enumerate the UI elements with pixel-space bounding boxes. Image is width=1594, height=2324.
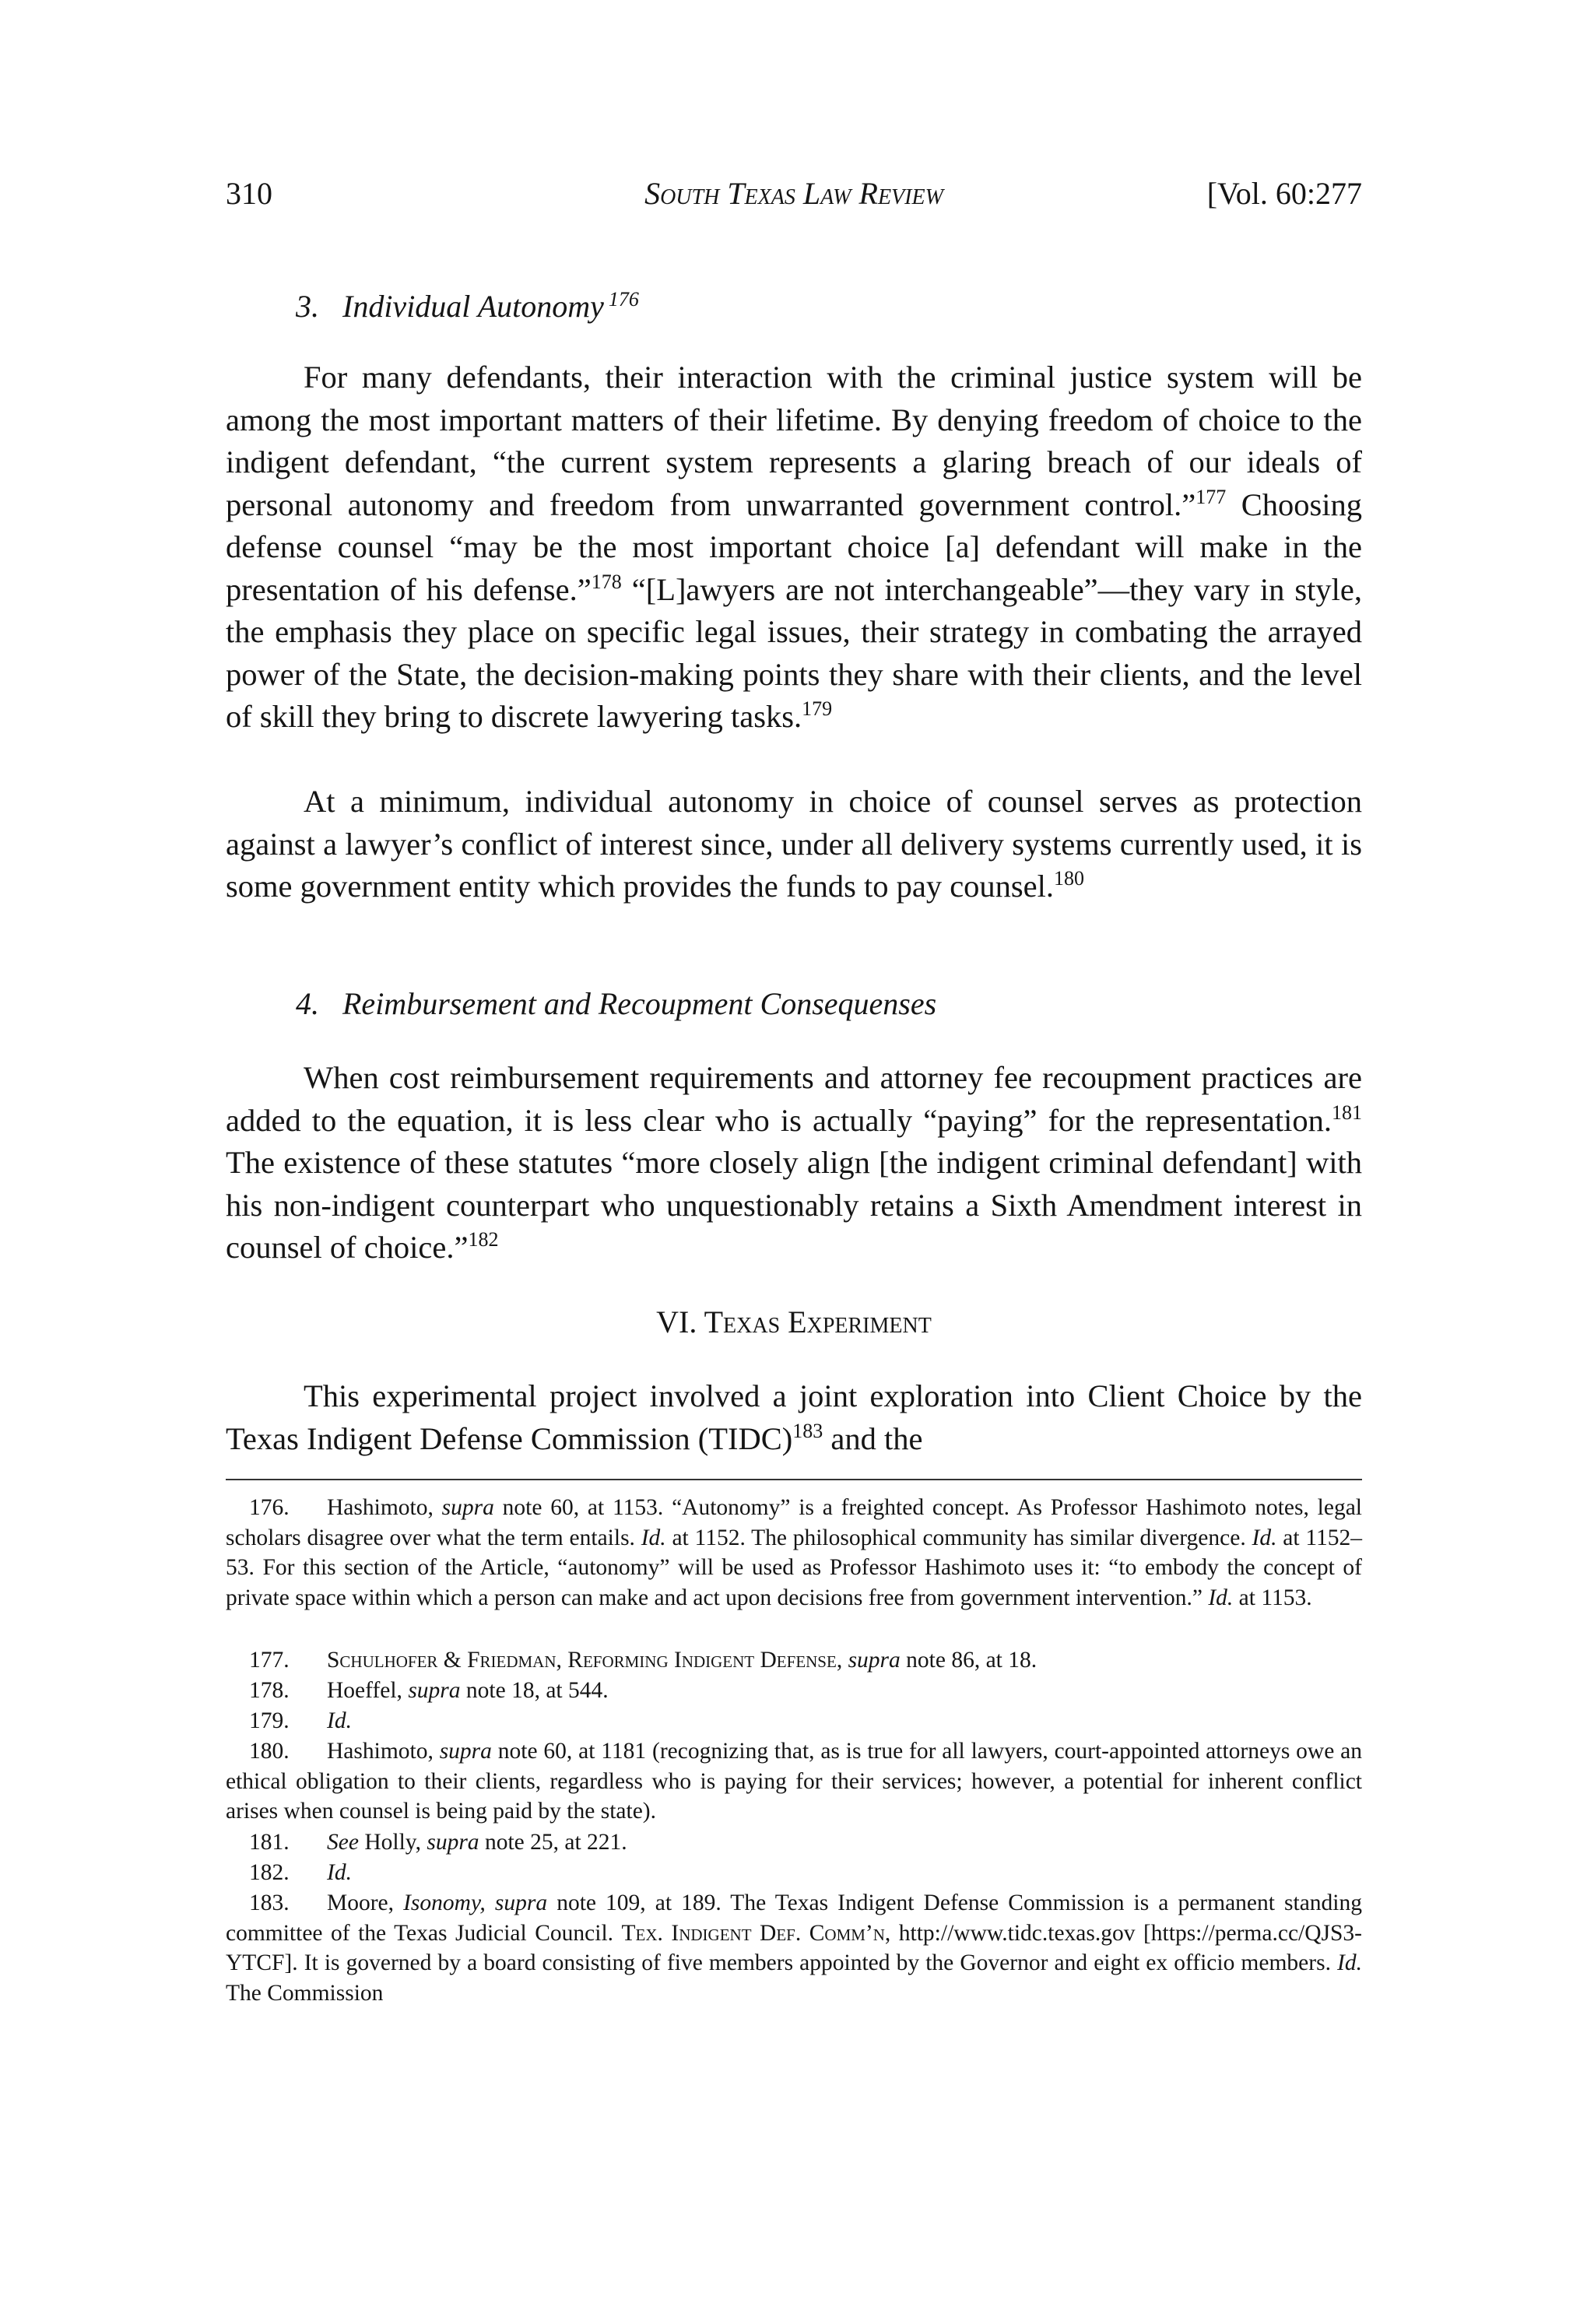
- section-heading: VI. Texas Experiment: [656, 1304, 932, 1339]
- body-paragraph: For many defendants, their interaction with the criminal justice system will be among the most important matters of their lifetime. By denying freedom of choice to the indigent defendant, “the current system represents a glaring breach of our ideals of personal autonomy and freedom from unwarranted government control.”$^{177}$ Choosing defense counsel “may be the most important choice [a] defendant will make in the presentation of his defense.”$^{178}$ “[L]awyers are not interchangeable”—they vary in style, the emphasis they place on specific legal issues, their strategy in combating the arrayed power of the State, the decision-making points they share with their clients, and the level of skill they bring to discrete lawyering tasks.$^{179}$: [226, 360, 1362, 734]
- footnote-divider: [226, 1479, 1362, 1480]
- subsection-title: Individual Autonomy: [342, 289, 604, 324]
- footnote-179: 179. Id.: [249, 1708, 352, 1733]
- page-number: 310: [226, 176, 272, 211]
- footnote-ref[interactable]: 178: [591, 570, 622, 593]
- footnote-ref[interactable]: 182: [468, 1228, 499, 1251]
- body-paragraph: This experimental project involved a joint exploration into Client Choice by the Texas Indigent Defense Commission (TIDC)$^{183}$ and the: [226, 1378, 1362, 1456]
- footnote-182: 182. Id.: [249, 1860, 352, 1885]
- subsection-heading-3: 3. Individual Autonomy $^{176}$: [296, 288, 639, 324]
- running-head: [226, 175, 1362, 222]
- footnote-ref[interactable]: 179: [802, 697, 833, 720]
- body-paragraph: When cost reimbursement requirements and attorney fee recoupment practices are added to the equation, it is less clear who is actually “paying” for the representation.$^{181}$ The existence of these statutes “more closely align [the indigent criminal defendant] with his non-indigent counterpart who unquestionably retains a Sixth Amendment interest in counsel of choice.”$^{182}$: [226, 1060, 1362, 1265]
- subsection-title: Reimbursement and Recoupment Consequenses: [342, 986, 937, 1021]
- footnote-ref[interactable]: 176: [608, 288, 639, 311]
- footnote-ref[interactable]: 181: [1332, 1101, 1362, 1124]
- footnote-180: 180. Hashimoto, supra note 60, at 1181 (recognizing that, as is true for all lawyers, court-appointed attorneys owe an ethical obligation to their clients, regardless who is paying for their services; however, a potential for inherent conflict arises when counsel is being paid by the state).: [226, 1739, 1362, 1824]
- body-paragraph: At a minimum, individual autonomy in choice of counsel serves as protection against a lawyer’s conflict of interest since, under all delivery systems currently used, it is some government entity which provides the funds to pay counsel.$^{180}$: [226, 784, 1362, 904]
- journal-title: South Texas Law Review: [644, 176, 943, 211]
- footnote-178: 178. Hoeffel, supra note 18, at 544.: [249, 1678, 609, 1703]
- footnote-183: 183. Moore, Isonomy, supra note 109, at 189. The Texas Indigent Defense Commission is a permanent standing committee of the Texas Judicial Council. Tex. Indigent Def. Comm’n, http://www.tidc.texas.gov [https://perma.cc/QJS3-YTCF]. It is governed by a board consisting of five members appointed by the Governor and eight ex officio members. Id. The Commission: [226, 1890, 1362, 2006]
- footnote-176: 176. Hashimoto, supra note 60, at 1153. “Autonomy” is a freighted concept. As Professor Hashimoto notes, legal scholars disagree over what the term entails. Id. at 1152. The philosophical community has similar divergence. Id. at 1152–53. For this section of the Article, “autonomy” will be used as Professor Hashimoto uses it: “to embody the concept of private space within which a person can make and act upon decisions free from government intervention.” Id. at 1153.: [226, 1495, 1362, 1610]
- footnote-ref[interactable]: 177: [1196, 485, 1227, 508]
- volume-label: [Vol. 60:277: [1206, 176, 1362, 211]
- footnote-181: 181. See Holly, supra note 25, at 221.: [249, 1830, 627, 1855]
- footnote-ref[interactable]: 180: [1054, 867, 1085, 890]
- footnote-177: 177. Schulhofer & Friedman, Reforming Indigent Defense, supra note 86, at 18.: [249, 1648, 1038, 1673]
- footnote-ref[interactable]: 183: [792, 1419, 823, 1442]
- subsection-heading-4: 4. Reimbursement and Recoupment Consequenses: [296, 986, 937, 1021]
